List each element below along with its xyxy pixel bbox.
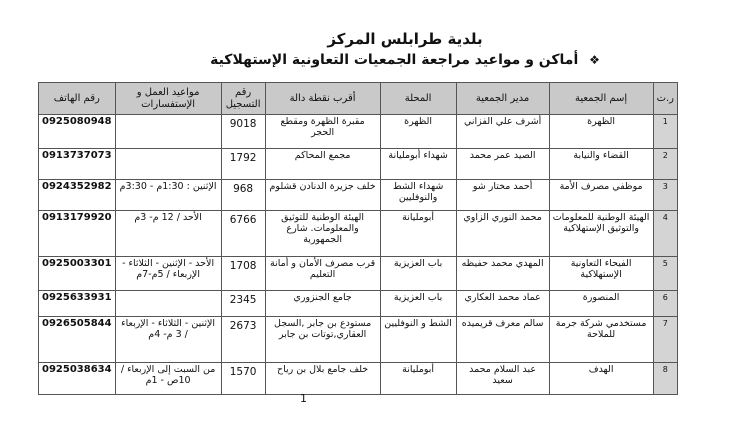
landmark: الهيئة الوطنية للتوثيق والمعلومات. شارع الجمهورية <box>265 211 380 257</box>
registration-number: 1708 <box>221 257 265 291</box>
area-name: أبومليانة <box>380 211 456 257</box>
column-header-phone: رقم الهاتف <box>39 83 116 115</box>
page-number: 1 <box>300 392 307 405</box>
area-name: باب العزيزية <box>380 257 456 291</box>
table-row <box>39 257 678 291</box>
row-index: 8 <box>653 363 677 395</box>
phone-number: 0913737073 <box>39 149 116 180</box>
table-row <box>39 363 678 395</box>
landmark: جامع الجنزوري <box>265 291 380 317</box>
landmark: خلف جزيرة الدنادن قشلوم <box>265 180 380 211</box>
phone-number: 0925003301 <box>39 257 116 291</box>
manager-name: أشرف علي الفزاني <box>456 115 549 149</box>
page-title: بلدية طرابلس المركز <box>327 30 483 48</box>
landmark: قرب مصرف الأمان و أمانة التعليم <box>265 257 380 291</box>
page-subtitle: أماكن و مواعيد مراجعة الجمعيات التعاونية الإستهلاكية <box>210 52 579 68</box>
cooperative-name: الهدف <box>549 363 653 395</box>
working-hours: الإثنين : 1:30م - 3:30م <box>115 180 221 211</box>
landmark: مجمع المحاكم <box>265 149 380 180</box>
registration-number: 1792 <box>221 149 265 180</box>
registration-number: 2673 <box>221 317 265 363</box>
working-hours: الأحد - الإثنين - الثلاثاء - الإربعاء / 5م-7م <box>115 257 221 291</box>
row-index: 7 <box>653 317 677 363</box>
table-row <box>39 211 678 257</box>
working-hours: من السبت إلى الإربعاء / 10ص - 1م <box>115 363 221 395</box>
phone-number: 0926505844 <box>39 317 116 363</box>
table-row <box>39 291 678 317</box>
landmark: مستودع بن جابر ,السجل العقاري,توتات بن جابر <box>265 317 380 363</box>
cooperative-name: القضاء والنيابة <box>549 149 653 180</box>
manager-name: أحمد مختار شو <box>456 180 549 211</box>
working-hours <box>115 115 221 149</box>
area-name: الظهرة <box>380 115 456 149</box>
landmark: خلف جامع بلال بن رياح <box>265 363 380 395</box>
working-hours: الإثنين - الثلاثاء - الإربعاء / 3 م- 4م <box>115 317 221 363</box>
registration-number: 2345 <box>221 291 265 317</box>
row-index: 4 <box>653 211 677 257</box>
area-name: باب العزيزية <box>380 291 456 317</box>
manager-name: عبد السلام محمد سعيد <box>456 363 549 395</box>
working-hours <box>115 149 221 180</box>
phone-number: 0913179920 <box>39 211 116 257</box>
row-index: 6 <box>653 291 677 317</box>
area-name: أبومليانة <box>380 363 456 395</box>
row-index: 5 <box>653 257 677 291</box>
column-header-name: إسم الجمعية <box>549 83 653 115</box>
cooperative-name: موظفي مصرف الأمة <box>549 180 653 211</box>
manager-name: محمد النوري الزاوي <box>456 211 549 257</box>
phone-number: 0925633931 <box>39 291 116 317</box>
column-header-landmark: أقرب نقطة دالة <box>265 83 380 115</box>
table-row <box>39 115 678 149</box>
column-header-registration: رقم التسجيل <box>221 83 265 115</box>
registration-number: 9018 <box>221 115 265 149</box>
manager-name: سالم معرف قريميده <box>456 317 549 363</box>
column-header-area: المحلة <box>380 83 456 115</box>
phone-number: 0925038634 <box>39 363 116 395</box>
area-name: شهداء الشط والنوفليين <box>380 180 456 211</box>
cooperative-name: الفيحاء التعاونية الإستهلاكية <box>549 257 653 291</box>
cooperative-name: الظهرة <box>549 115 653 149</box>
row-index: 1 <box>653 115 677 149</box>
column-header-index: ر.ت <box>653 83 677 115</box>
column-header-hours: مواعيد العمل و الإستفسارات <box>115 83 221 115</box>
cooperative-name: مستخدمي شركة جرمة للملاحة <box>549 317 653 363</box>
column-header-manager: مدير الجمعية <box>456 83 549 115</box>
phone-number: 0924352982 <box>39 180 116 211</box>
registration-number: 6766 <box>221 211 265 257</box>
working-hours: الأحد / 12 م- 3م <box>115 211 221 257</box>
cooperative-name: الهيئة الوطنية للمعلومات والتوثيق الإستهلاكية <box>549 211 653 257</box>
manager-name: الصيد عمر محمد <box>456 149 549 180</box>
row-index: 3 <box>653 180 677 211</box>
table-row <box>39 317 678 363</box>
cooperatives-table <box>38 82 678 395</box>
cooperative-name: المنصورة <box>549 291 653 317</box>
page-subtitle-line <box>60 52 750 68</box>
table-row <box>39 149 678 180</box>
row-index: 2 <box>653 149 677 180</box>
manager-name: عماد محمد العكاري <box>456 291 549 317</box>
registration-number: 968 <box>221 180 265 211</box>
working-hours <box>115 291 221 317</box>
bullet-diamond-icon: ❖ <box>589 53 600 67</box>
phone-number: 0925080948 <box>39 115 116 149</box>
table-row <box>39 180 678 211</box>
manager-name: المهدي محمد حفيظه <box>456 257 549 291</box>
landmark: مقبرة الظهرة ومقطع الحجر <box>265 115 380 149</box>
table-header-row <box>39 83 678 115</box>
area-name: الشط و النوفليين <box>380 317 456 363</box>
area-name: شهداء أبومليانة <box>380 149 456 180</box>
registration-number: 1570 <box>221 363 265 395</box>
